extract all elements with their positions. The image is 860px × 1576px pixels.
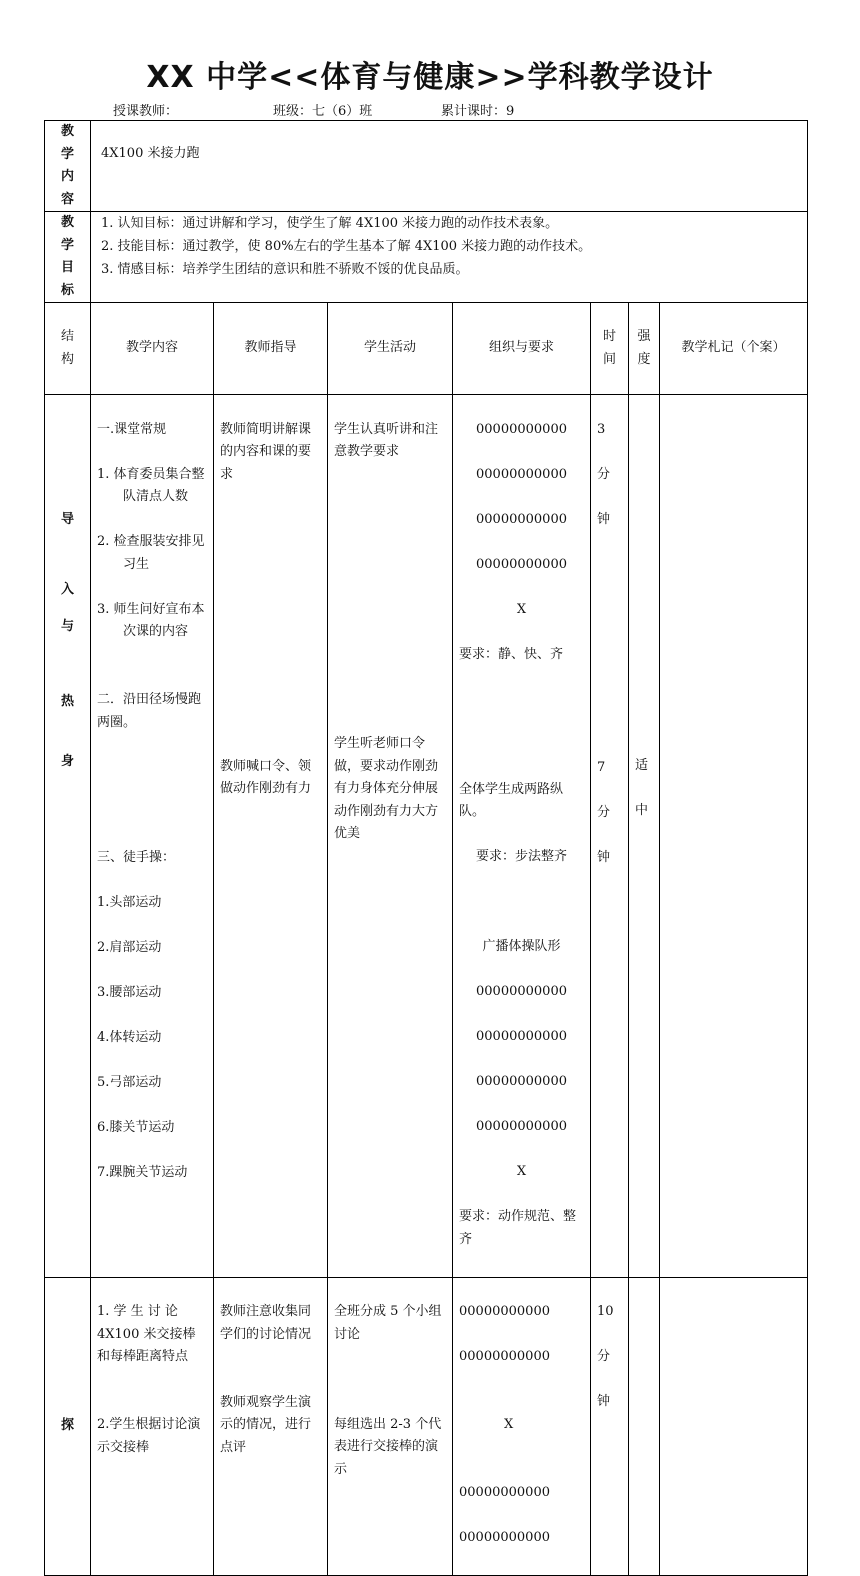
header-activity: 学生活动 (328, 303, 453, 395)
explore-notes (660, 1277, 808, 1576)
explore-label: 探 (45, 1277, 91, 1576)
goals-row (45, 212, 808, 303)
explore-time: 10 分 钟 (591, 1277, 629, 1576)
warmup-intensity: 适 中 (629, 395, 660, 1278)
goal-item: 3. 情感目标：培养学生团结的意识和胜不骄败不馁的优良品质。 (101, 262, 469, 277)
header-guidance: 教师指导 (214, 303, 328, 395)
list-item: 3. 师生问好宣布本次课的内容 (97, 601, 205, 639)
goal-item: 1. 认知目标：通过讲解和学习，使学生了解 4X100 米接力跑的动作技术表象。 (101, 216, 559, 231)
list-item: 2. 检查服装安排见习生 (97, 534, 205, 572)
explore-guidance: 教师注意收集同学们的讨论情况 教师观察学生演示的情况，进行点评 (214, 1277, 328, 1576)
header-intensity: 强 度 (629, 303, 660, 395)
warmup-activity: 学生认真听讲和注意教学要求 学生听老师口令做，要求动作刚劲有力身体充分伸展动作刚劲有力大方优美 (328, 395, 453, 1278)
warmup-time: 3 分 钟 7 分 钟 (591, 395, 629, 1278)
header-structure: 结 构 (45, 303, 91, 395)
header-notes: 教学札记（个案） (660, 303, 808, 395)
explore-activity: 全班分成 5 个小组讨论 每组选出 2-3 个代表进行交接棒的演示 (328, 1277, 453, 1576)
content-row (45, 121, 808, 212)
goals-label: 教 学 目 标 (45, 212, 91, 303)
explore-content: 1. 学 生 讨 论 4X100 米交接棒和每棒距离特点 2.学生根据讨论演示交接棒 (91, 1277, 214, 1576)
explore-row (45, 1277, 808, 1576)
list-item: 1. 体育委员集合整队清点人数 (97, 466, 205, 504)
list-item: 5.弓部运动 (97, 1074, 162, 1090)
warmup-notes (660, 395, 808, 1278)
class-label: 班级：七（6）班 (273, 104, 373, 119)
list-item: 1.头部运动 (97, 894, 162, 910)
warmup-organization: 00000000000 00000000000 00000000000 00000000000 X 要求：静、快、齐 全体学生成两路纵队。 要求：步法整齐 广播体操队形 00000000000 00000000000 00000000000 00000000000 X 要求：动作规范、整齐 (453, 395, 591, 1278)
explore-intensity (629, 1277, 660, 1576)
lesson-plan-table (44, 120, 808, 1576)
header-content: 教学内容 (91, 303, 214, 395)
goal-item: 2. 技能目标：通过教学，使 80%左右的学生基本了解 4X100 米接力跑的动作技术。 (101, 239, 592, 254)
list-item: 6.膝关节运动 (97, 1119, 175, 1135)
list-item: 2.肩部运动 (97, 939, 162, 955)
header-time: 时 间 (591, 303, 629, 395)
warmup-row (45, 395, 808, 1278)
hours-label: 累计课时：9 (441, 104, 515, 119)
header-organization: 组织与要求 (453, 303, 591, 395)
warmup-label: 导 入 与 热 身 (45, 395, 91, 1278)
header-row (45, 303, 808, 395)
explore-organization: 00000000000 00000000000 X 00000000000 00000000000 (453, 1277, 591, 1576)
warmup-content: 一.课堂常规 1. 体育委员集合整队清点人数 2. 检查服装安排见习生 3. 师生问好宣布本次课的内容 二．沿田径场慢跑两圈。 三、徒手操： 1.头部运动 2.肩部运动 3.腰部运动 4.体转运动 5.弓部运动 6.膝关节运动 7.踝腕关节运动 (91, 395, 214, 1278)
warmup-guidance: 教师简明讲解课的内容和课的要求 教师喊口令、领做动作刚劲有力 (214, 395, 328, 1278)
list-item: 3.腰部运动 (97, 984, 162, 1000)
list-item: 7.踝腕关节运动 (97, 1164, 188, 1180)
page-title: XX 中学<<体育与健康>>学科教学设计 (146, 60, 714, 95)
list-item: 4.体转运动 (97, 1029, 162, 1045)
teacher-label: 授课教师： (113, 104, 179, 119)
content-label: 教 学 内 容 (45, 121, 91, 212)
content-text: 4X100 米接力跑 (91, 121, 808, 212)
goals-list (91, 212, 808, 303)
